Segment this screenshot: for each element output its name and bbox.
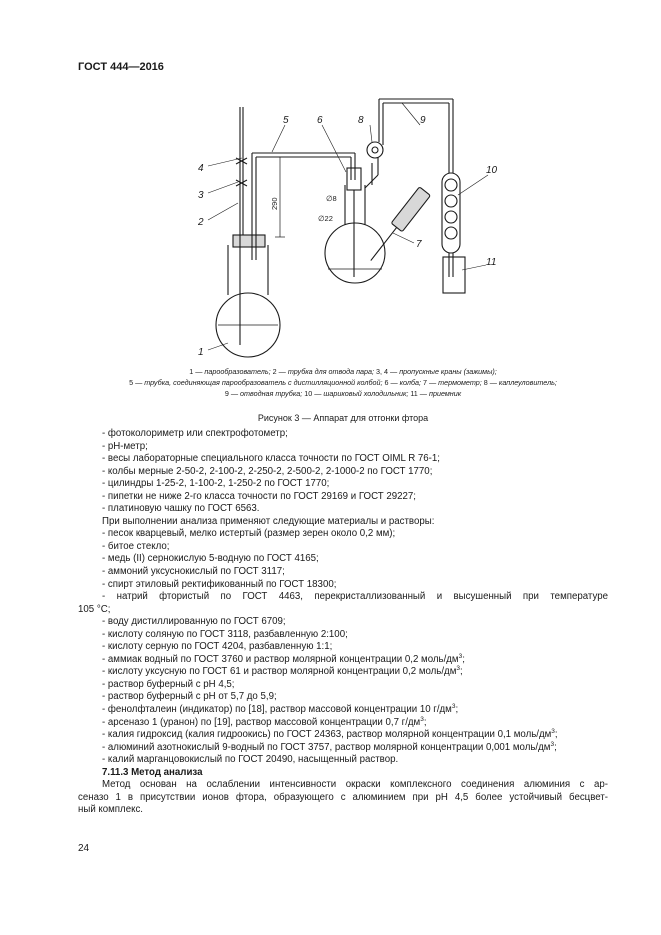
text-line: - битое стекло;: [102, 540, 170, 552]
label-5: 5: [283, 115, 289, 126]
legend-text: — отводная трубка;: [228, 389, 305, 398]
superscript: 3: [420, 715, 424, 723]
legend-text: — шариковый холодильник;: [312, 389, 411, 398]
legend-num: 2: [272, 367, 277, 376]
legend-num: 1: [189, 367, 194, 376]
text-line: - pH-метр;: [102, 440, 148, 452]
legend-text: — приемник: [417, 389, 462, 398]
label-1: 1: [198, 347, 204, 358]
text-line: - платиновую чашку по ГОСТ 6563.: [102, 503, 260, 515]
text-line: - раствор буферный с pH 4,5;: [102, 678, 235, 690]
text-line: - спирт этиловый ректификованный по ГОСТ 18300;: [102, 578, 337, 590]
text-line: - аммоний уксуснокислый по ГОСТ 3117;: [102, 566, 285, 578]
legend-line-3: [78, 388, 608, 399]
legend-num: 3, 4: [376, 367, 389, 376]
text-line: - пипетки не ниже 2-го класса точности по ГОСТ 29169 и ГОСТ 29227;: [102, 490, 416, 502]
text-fragment: ;: [554, 729, 558, 741]
text-fragment: - арсеназо 1 (уранон) по [19], раствор массовой концентрации 0,7 г/дм: [102, 716, 421, 728]
text-fragment: - фенолфталеин (индикатор) по [18], раствор массовой концентрации 10 г/дм: [102, 704, 452, 716]
legend-text: — колба;: [388, 378, 423, 387]
text-fragment: - алюминий азотнокислый 9-водный по ГОСТ 3757, раствор молярной концентрации 0,001 моль/дм: [102, 741, 551, 753]
legend-text: — трубка, соединяющая парообразователь с дистилляционной колбой;: [133, 378, 385, 387]
clamp-3: [236, 180, 247, 186]
apparatus-diagram: [150, 85, 610, 370]
label-2: 2: [198, 217, 204, 228]
figure-caption: Рисунок 3 — Аппарат для отгонки фтора: [257, 413, 429, 423]
text-line: - кислоту серную по ГОСТ 4204, разбавленную 1:1;: [102, 641, 333, 653]
label-4: 4: [198, 163, 204, 174]
text-line: [78, 704, 608, 717]
text-line: [78, 654, 608, 667]
legend-num: 7: [423, 378, 427, 387]
receiver: [443, 257, 465, 293]
legend-num: 6: [384, 378, 389, 387]
apparatus-figure: [150, 85, 610, 370]
legend-num: 8: [483, 378, 488, 387]
text-line: ный комплекс.: [78, 804, 143, 816]
label-6: 6: [317, 115, 323, 126]
stopper: [233, 235, 265, 247]
superscript: 3: [456, 665, 460, 673]
text-line: - калий марганцовокислый по ГОСТ 20490, насыщенный раствор.: [102, 754, 399, 766]
label-10: 10: [486, 165, 498, 176]
superscript: 3: [458, 652, 463, 660]
text-line: [78, 729, 608, 742]
text-line: [78, 742, 608, 755]
dim-290: 290: [270, 197, 279, 210]
dim-d22: ∅22: [318, 214, 333, 223]
text-fragment: - кислоту уксусную по ГОСТ 61 и раствор молярной концентрации 0,2 моль/дм: [102, 666, 457, 678]
legend-text: — пропускные краны (зажимы);: [388, 367, 497, 376]
text-line: сеназо 1 в присутствии ионов фтора, образующего с алюминием при pH 4,5 более устойчивый бесцвет-: [78, 791, 608, 803]
figure-legend: [78, 366, 608, 399]
legend-num: 5: [129, 378, 134, 387]
document-header: ГОСТ 444—2016: [78, 61, 164, 73]
text-fragment: - калия гидроксид (калия гидроокись) по ГОСТ 24363, раствор молярной концентрации 0,1 моль/дм: [102, 729, 552, 741]
superscript: 3: [451, 703, 456, 711]
text-fragment: ;: [554, 741, 557, 753]
drop-catcher: [367, 142, 383, 158]
legend-text: — термометр;: [427, 378, 484, 387]
label-7: 7: [416, 239, 422, 250]
legend-text: — трубка для отвода пара;: [276, 367, 377, 376]
superscript: 3: [550, 740, 555, 748]
superscript: 3: [551, 728, 555, 736]
text-fragment: ;: [455, 704, 459, 716]
thermometer: [391, 187, 430, 232]
body-text: [78, 428, 608, 817]
label-9: 9: [420, 115, 426, 126]
text-line: 105 °С;: [78, 603, 111, 615]
legend-text: — каплеуловитель;: [487, 378, 557, 387]
text-line: - медь (II) сернокислую 5-водную по ГОСТ 4165;: [102, 553, 319, 565]
legend-num: 11: [410, 389, 418, 398]
text-line: - песок кварцевый, мелко истертый (размер зерен около 0,2 мм);: [102, 528, 396, 540]
text-fragment: ;: [462, 653, 465, 665]
legend-num: 10: [304, 389, 313, 398]
legend-line-2: [78, 377, 608, 388]
text-line: - воду дистиллированную по ГОСТ 6709;: [102, 616, 286, 628]
legend-text: — парообразователь;: [193, 367, 273, 376]
text-line: - цилиндры 1-25-2, 1-100-2, 1-250-2 по ГОСТ 1770;: [102, 478, 330, 490]
label-8: 8: [358, 115, 364, 126]
text-line: - весы лабораторные специального класса точности по ГОСТ OIML R 76-1;: [102, 453, 440, 465]
text-line: - раствор буферный с pH от 5,7 до 5,9;: [102, 691, 277, 703]
text-line: [78, 666, 608, 679]
text-line: При выполнении анализа применяют следующие материалы и растворы:: [102, 515, 435, 527]
label-3: 3: [198, 190, 204, 201]
text-line: - колбы мерные 2-50-2, 2-100-2, 2-250-2, 2-500-2, 2-1000-2 по ГОСТ 1770;: [102, 465, 433, 477]
inner-tube: [347, 168, 361, 190]
text-line: - кислоту соляную по ГОСТ 3118, разбавленную 2:100;: [102, 628, 348, 640]
dim-d8: ∅8: [326, 194, 337, 203]
text-line: Метод основан на ослаблении интенсивности окраски комплексного соединения алюминия с ар-: [102, 779, 608, 791]
text-fragment: ;: [460, 666, 463, 678]
legend-line-1: [78, 366, 608, 377]
label-11: 11: [486, 257, 497, 268]
page-number: 24: [78, 843, 90, 854]
text-fragment: - аммиак водный по ГОСТ 3760 и раствор молярной концентрации 0,2 моль/дм: [102, 653, 459, 665]
text-line: [78, 717, 608, 730]
legend-num: 9: [224, 389, 229, 398]
text-fragment: ;: [423, 716, 427, 728]
section-heading: 7.11.3 Метод анализа: [102, 766, 203, 778]
text-line: - натрий фтористый по ГОСТ 4463, перекристаллизованный и высушенный при температуре: [102, 591, 608, 603]
text-line: - фотоколориметр или спектрофотометр;: [102, 428, 288, 439]
